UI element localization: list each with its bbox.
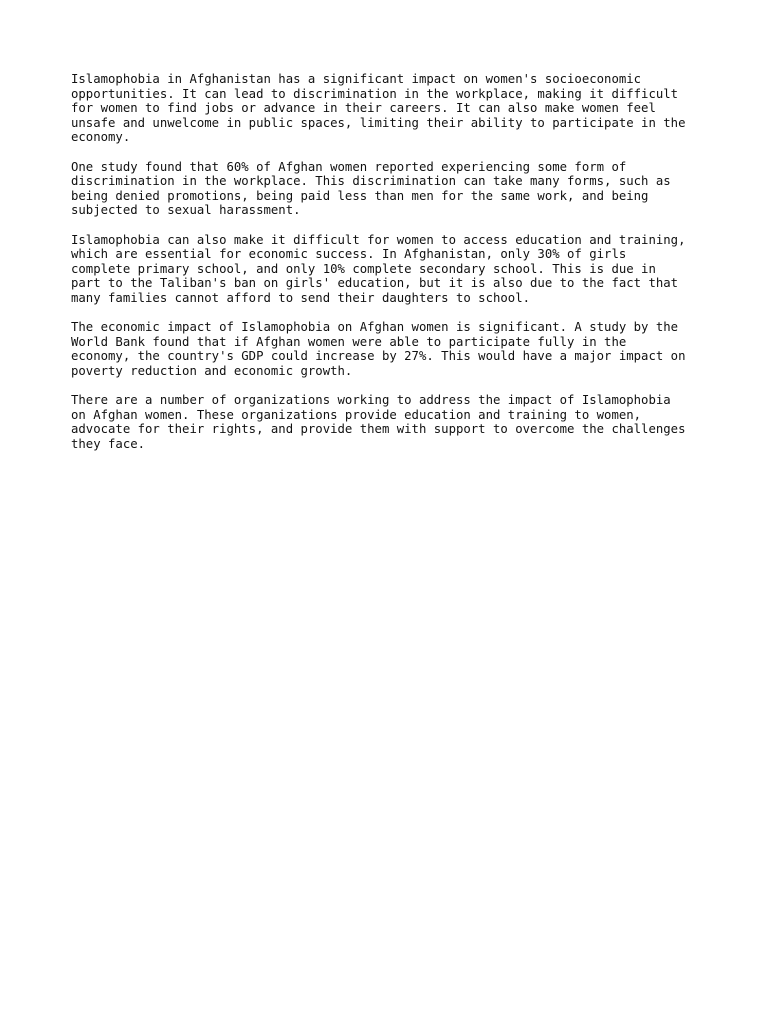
paragraph-2: One study found that 60% of Afghan women reported experiencing some form of discrimination in the workplace. This discrimination can take many forms, such as being denied promotions, being paid less than men for the same work, and being subjected to sexual harassment. (71, 159, 671, 218)
paragraph-1: Islamophobia in Afghanistan has a significant impact on women's socioeconomic opportunities. It can lead to discrimination in the workplace, making it difficult for women to find jobs or advance in their careers. It can also make women feel unsafe and unwelcome in public spaces, limiting their ability to participate in the economy. (71, 72, 686, 145)
paragraph-5: There are a number of organizations working to address the impact of Islamophobia on Afghan women. These organizations provide education and training to women, advocate for their rights, and provide them with support to overcome the challenges they face. (71, 393, 686, 451)
document-page (71, 72, 701, 466)
paragraph-4: The economic impact of Islamophobia on Afghan women is significant. A study by the World Bank found that if Afghan women were able to participate fully in the economy, the country's GDP could increase by 27%. This would have a major impact on poverty reduction and economic growth. (71, 320, 686, 378)
paragraph-3: Islamophobia can also make it difficult for women to access education and training, which are essential for economic success. In Afghanistan, only 30% of girls complete primary school, and only 10% complete secondary school. This is due in part to the Taliban's ban on girls' education, but it is also due to the fact that many families cannot afford to send their daughters to school. (71, 232, 686, 305)
